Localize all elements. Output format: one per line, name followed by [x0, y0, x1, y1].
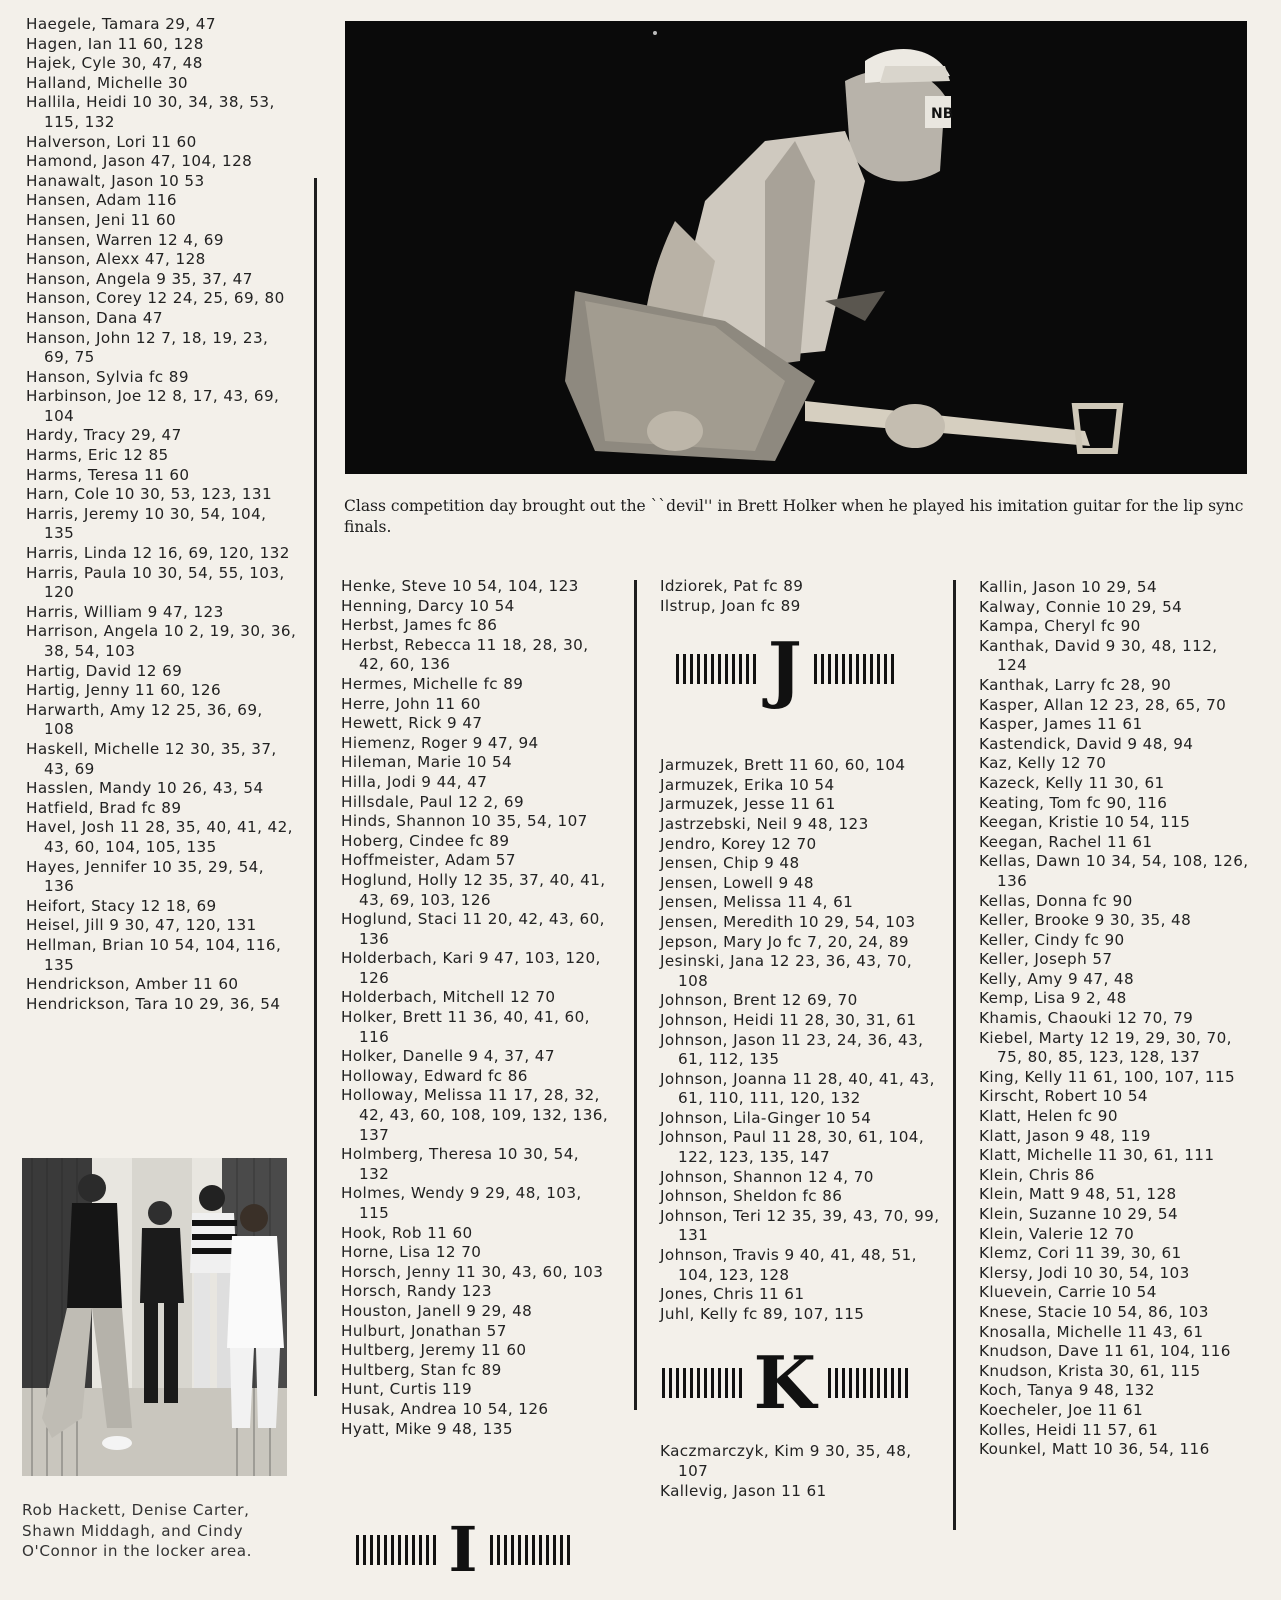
index-entry: Hilla, Jodi 9 44, 47 [341, 772, 488, 791]
top-photo-caption: Class competition day brought out the ``devil'' in Brett Holker when he played his imitation guitar for the lip sync finals. [344, 497, 1244, 536]
index-entry: Jastrzebski, Neil 9 48, 123 [660, 814, 869, 833]
index-entry: Johnson, Lila-Ginger 10 54 [660, 1108, 872, 1127]
index-column-h [341, 577, 613, 1439]
section-letter-k: K [753, 1340, 817, 1426]
index-entry: Harris, William 9 47, 123 [26, 602, 224, 621]
index-entry: Henning, Darcy 10 54 [341, 596, 515, 615]
index-entry: Klatt, Jason 9 48, 119 [979, 1126, 1151, 1145]
index-entry: Harris, Jeremy 10 30, 54, 104, 135 [26, 504, 267, 543]
index-entry: Harn, Cole 10 30, 53, 123, 131 [26, 485, 273, 504]
index-entry: Keller, Brooke 9 30, 35, 48 [979, 911, 1192, 930]
index-entry: Hiemenz, Roger 9 47, 94 [341, 733, 539, 752]
index-entry: Klemz, Cori 11 39, 30, 61 [979, 1244, 1182, 1263]
index-entry: Harrison, Angela 10 2, 19, 30, 36, 38, 54, 103 [26, 622, 297, 660]
index-entry: Kellas, Dawn 10 34, 54, 108, 126, 136 [979, 852, 1249, 890]
index-entry: Jarmuzek, Brett 11 60, 60, 104 [660, 756, 906, 775]
index-entry: Keller, Joseph 57 [979, 950, 1113, 969]
index-entry: Hook, Rob 11 60 [341, 1223, 473, 1242]
index-entry: Jensen, Chip 9 48 [660, 854, 800, 873]
index-entry: Johnson, Shannon 12 4, 70 [660, 1167, 874, 1186]
index-entry: Jones, Chris 11 61 [660, 1285, 805, 1304]
index-entry: Hasslen, Mandy 10 26, 43, 54 [26, 779, 264, 798]
index-entry: Kastendick, David 9 48, 94 [979, 734, 1194, 753]
index-entry: Hansen, Adam 116 [26, 191, 177, 210]
index-entry: Kallin, Jason 10 29, 54 [979, 578, 1158, 596]
index-entry: Holloway, Edward fc 86 [341, 1066, 528, 1085]
index-entry: Holmes, Wendy 9 29, 48, 103, 115 [341, 1184, 582, 1222]
index-entry: Havel, Josh 11 28, 35, 40, 41, 42, 43, 60, 104, 105, 135 [26, 818, 293, 856]
index-entry: Jendro, Korey 12 70 [660, 834, 817, 853]
index-entry: Klatt, Helen fc 90 [979, 1107, 1118, 1126]
column-divider-2 [634, 580, 637, 1410]
index-entry: Kaczmarczyk, Kim 9 30, 35, 48, 107 [660, 1442, 912, 1480]
index-entry: Holderbach, Mitchell 12 70 [341, 988, 556, 1007]
index-entry: King, Kelly 11 61, 100, 107, 115 [979, 1067, 1236, 1086]
index-entry: Holmberg, Theresa 10 30, 54, 132 [341, 1145, 580, 1183]
index-entry: Houston, Janell 9 29, 48 [341, 1301, 533, 1320]
index-entry: Haskell, Michelle 12 30, 35, 37, 43, 69 [26, 739, 277, 778]
index-entry: Harms, Teresa 11 60 [26, 465, 190, 484]
index-list-k [660, 1442, 940, 1501]
index-entry: Hanson, John 12 7, 18, 19, 23, 69, 75 [26, 328, 269, 367]
index-entry: Harris, Linda 12 16, 69, 120, 132 [26, 544, 290, 563]
index-entry: Halverson, Lori 11 60 [26, 132, 197, 151]
index-column-i-j-k [660, 577, 940, 1501]
index-list-i [660, 577, 940, 616]
index-entry: Kalway, Connie 10 29, 54 [979, 597, 1183, 616]
index-entry: Hunt, Curtis 119 [341, 1380, 473, 1399]
index-entry: Hewett, Rick 9 47 [341, 714, 483, 733]
index-entry: Johnson, Travis 9 40, 41, 48, 51, 104, 123, 128 [660, 1246, 917, 1284]
index-entry: Horsch, Randy 123 [341, 1282, 492, 1301]
index-entry: Hamond, Jason 47, 104, 128 [26, 152, 253, 171]
index-column-left [26, 15, 298, 1014]
index-entry: Ilstrup, Joan fc 89 [660, 596, 801, 615]
index-entry: Klein, Suzanne 10 29, 54 [979, 1205, 1179, 1223]
index-entry: Kasper, James 11 61 [979, 715, 1143, 734]
index-entry: Kolles, Heidi 11 57, 61 [979, 1420, 1159, 1439]
index-entry: Hansen, Warren 12 4, 69 [26, 230, 224, 249]
index-entry: Herbst, James fc 86 [341, 616, 498, 635]
index-entry: Hendrickson, Tara 10 29, 36, 54 [26, 994, 281, 1013]
index-entry: Johnson, Paul 11 28, 30, 61, 104, 122, 123, 135, 147 [660, 1128, 925, 1167]
index-list-j [660, 756, 940, 1324]
index-entry: Hatfield, Brad fc 89 [26, 798, 182, 817]
index-entry: Hermes, Michelle fc 89 [341, 674, 524, 693]
section-letter-j: J [767, 626, 803, 712]
index-entry: Kemp, Lisa 9 2, 48 [979, 989, 1127, 1008]
index-entry: Hulburt, Jonathan 57 [341, 1321, 507, 1340]
index-entry: Idziorek, Pat fc 89 [660, 577, 804, 595]
index-entry: Klatt, Michelle 11 30, 61, 111 [979, 1146, 1215, 1165]
index-entry: Hanson, Alexx 47, 128 [26, 250, 206, 269]
index-entry: Kluevein, Carrie 10 54 [979, 1283, 1157, 1302]
index-entry: Kaz, Kelly 12 70 [979, 754, 1107, 773]
index-entry: Keegan, Rachel 11 61 [979, 832, 1153, 851]
index-entry: Horne, Lisa 12 70 [341, 1243, 482, 1262]
index-entry: Harris, Paula 10 30, 54, 55, 103, 120 [26, 563, 285, 602]
index-entry: Keegan, Kristie 10 54, 115 [979, 813, 1191, 832]
index-entry: Hyatt, Mike 9 48, 135 [341, 1419, 513, 1438]
index-entry: Hayes, Jennifer 10 35, 29, 54, 136 [26, 857, 264, 896]
index-entry: Horsch, Jenny 11 30, 43, 60, 103 [341, 1262, 604, 1281]
left-photo-caption: Rob Hackett, Denise Carter, Shawn Middagh, and Cindy O'Connor in the locker area. [22, 1501, 253, 1560]
index-entry: Halland, Michelle 30 [26, 73, 188, 92]
index-entry: Jensen, Lowell 9 48 [660, 873, 814, 892]
index-entry: Hellman, Brian 10 54, 104, 116, 135 [26, 935, 282, 974]
index-entry: Kelly, Amy 9 47, 48 [979, 969, 1135, 988]
locker-scene-icon [22, 1158, 287, 1476]
index-entry: Hillsdale, Paul 12 2, 69 [341, 792, 525, 811]
index-entry: Hoffmeister, Adam 57 [341, 851, 516, 870]
index-entry: Holker, Danelle 9 4, 37, 47 [341, 1047, 555, 1066]
index-entry: Kanthak, Larry fc 28, 90 [979, 675, 1172, 694]
index-entry: Koch, Tanya 9 48, 132 [979, 1381, 1155, 1400]
index-entry: Henke, Steve 10 54, 104, 123 [341, 577, 579, 595]
index-entry: Hendrickson, Amber 11 60 [26, 975, 239, 994]
index-entry: Hultberg, Stan fc 89 [341, 1360, 502, 1379]
index-entry: Hanson, Dana 47 [26, 308, 163, 327]
hat-logo-text: NB [931, 106, 954, 122]
index-entry: Herre, John 11 60 [341, 694, 481, 713]
index-entry: Jensen, Melissa 11 4, 61 [660, 893, 854, 912]
index-entry: Harbinson, Joe 12 8, 17, 43, 69, 104 [26, 387, 280, 425]
lip-sync-photo [345, 21, 1247, 474]
index-entry: Kounkel, Matt 10 36, 54, 116 [979, 1440, 1210, 1459]
bars-left-k [662, 1368, 742, 1398]
index-entry: Johnson, Heidi 11 28, 30, 31, 61 [660, 1010, 917, 1029]
bars-right-i [490, 1535, 570, 1565]
bars-left-i [356, 1535, 436, 1565]
index-entry: Knese, Stacie 10 54, 86, 103 [979, 1302, 1209, 1321]
index-entry: Hultberg, Jeremy 11 60 [341, 1341, 527, 1360]
index-entry: Harms, Eric 12 85 [26, 446, 169, 465]
index-entry: Hansen, Jeni 11 60 [26, 210, 177, 229]
index-entry: Hanson, Corey 12 24, 25, 69, 80 [26, 289, 285, 308]
index-entry: Hoglund, Holly 12 35, 37, 40, 41, 43, 69, 103, 126 [341, 870, 606, 909]
section-divider-j [660, 624, 910, 714]
bars-right-j [814, 654, 894, 684]
index-entry: Kampa, Cheryl fc 90 [979, 617, 1141, 636]
index-entry: Khamis, Chaouki 12 70, 79 [979, 1009, 1194, 1028]
index-entry: Herbst, Rebecca 11 18, 28, 30, 42, 60, 136 [341, 635, 589, 674]
index-entry: Jesinski, Jana 12 23, 36, 43, 70, 108 [660, 952, 913, 990]
index-entry: Kallevig, Jason 11 61 [660, 1481, 827, 1500]
index-entry: Hanson, Angela 9 35, 37, 47 [26, 269, 253, 288]
index-entry: Knudson, Krista 30, 61, 115 [979, 1361, 1201, 1380]
index-entry: Klersy, Jodi 10 30, 54, 103 [979, 1263, 1190, 1282]
index-entry: Keating, Tom fc 90, 116 [979, 793, 1168, 812]
index-entry: Johnson, Jason 11 23, 24, 36, 43, 61, 112, 135 [660, 1030, 924, 1069]
index-entry: Jarmuzek, Erika 10 54 [660, 775, 835, 794]
index-entry: Kanthak, David 9 30, 48, 112, 124 [979, 636, 1218, 675]
index-entry: Hoberg, Cindee fc 89 [341, 831, 510, 850]
index-entry: Johnson, Brent 12 69, 70 [660, 991, 858, 1010]
bars-right-k [828, 1368, 908, 1398]
index-entry: Hardy, Tracy 29, 47 [26, 426, 182, 445]
index-entry: Hanson, Sylvia fc 89 [26, 367, 189, 386]
index-entry: Jensen, Meredith 10 29, 54, 103 [660, 912, 916, 931]
index-entry: Knosalla, Michelle 11 43, 61 [979, 1322, 1204, 1341]
index-entry: Kirscht, Robert 10 54 [979, 1087, 1148, 1106]
index-entry: Keller, Cindy fc 90 [979, 930, 1125, 949]
index-entry: Knudson, Dave 11 61, 104, 116 [979, 1342, 1231, 1361]
index-entry: Hinds, Shannon 10 35, 54, 107 [341, 812, 588, 831]
index-entry: Hileman, Marie 10 54 [341, 753, 513, 772]
index-entry: Johnson, Sheldon fc 86 [660, 1187, 843, 1206]
index-entry: Haegele, Tamara 29, 47 [26, 15, 216, 33]
index-entry: Kellas, Donna fc 90 [979, 891, 1133, 910]
index-entry: Klein, Chris 86 [979, 1165, 1095, 1184]
index-entry: Juhl, Kelly fc 89, 107, 115 [660, 1304, 865, 1323]
index-entry: Johnson, Teri 12 35, 39, 43, 70, 99, 131 [660, 1206, 940, 1245]
index-entry: Klein, Matt 9 48, 51, 128 [979, 1185, 1177, 1204]
index-entry: Kazeck, Kelly 11 30, 61 [979, 773, 1165, 792]
bars-left-j [676, 654, 756, 684]
column-divider-1 [314, 178, 317, 1396]
section-divider-i [338, 1515, 588, 1585]
index-entry: Klein, Valerie 12 70 [979, 1224, 1135, 1243]
index-entry: Jarmuzek, Jesse 11 61 [660, 795, 836, 814]
index-entry: Hoglund, Staci 11 20, 42, 43, 60, 136 [341, 910, 605, 948]
index-entry: Kasper, Allan 12 23, 28, 65, 70 [979, 695, 1227, 714]
section-divider-k [660, 1338, 910, 1428]
section-letter-i: I [448, 1513, 478, 1586]
index-entry: Heifort, Stacy 12 18, 69 [26, 896, 217, 915]
index-entry: Hagen, Ian 11 60, 128 [26, 34, 204, 53]
index-entry: Hartig, David 12 69 [26, 661, 183, 680]
index-entry: Husak, Andrea 10 54, 126 [341, 1399, 549, 1418]
index-entry: Hajek, Cyle 30, 47, 48 [26, 54, 203, 73]
index-entry: Johnson, Joanna 11 28, 40, 41, 43, 61, 110, 111, 120, 132 [660, 1069, 935, 1108]
index-entry: Holker, Brett 11 36, 40, 41, 60, 116 [341, 1008, 590, 1046]
guitar-player-scene-icon [345, 21, 1247, 474]
locker-photo [22, 1158, 287, 1476]
index-entry: Holloway, Melissa 11 17, 28, 32, 42, 43, 60, 108, 109, 132, 136, 137 [341, 1086, 609, 1144]
index-entry: Jepson, Mary Jo fc 7, 20, 24, 89 [660, 932, 909, 951]
index-entry: Kiebel, Marty 12 19, 29, 30, 70, 75, 80, 85, 123, 128, 137 [979, 1028, 1232, 1067]
column-divider-3 [953, 580, 956, 1530]
index-entry: Harwarth, Amy 12 25, 36, 69, 108 [26, 700, 263, 739]
index-entry: Heisel, Jill 9 30, 47, 120, 131 [26, 916, 257, 935]
index-entry: Hallila, Heidi 10 30, 34, 38, 53, 115, 132 [26, 93, 275, 131]
index-entry: Hartig, Jenny 11 60, 126 [26, 681, 222, 700]
index-entry: Hanawalt, Jason 10 53 [26, 171, 205, 190]
index-column-k [979, 578, 1249, 1460]
index-entry: Holderbach, Kari 9 47, 103, 120, 126 [341, 949, 601, 987]
index-entry: Koecheler, Joe 11 61 [979, 1400, 1144, 1419]
